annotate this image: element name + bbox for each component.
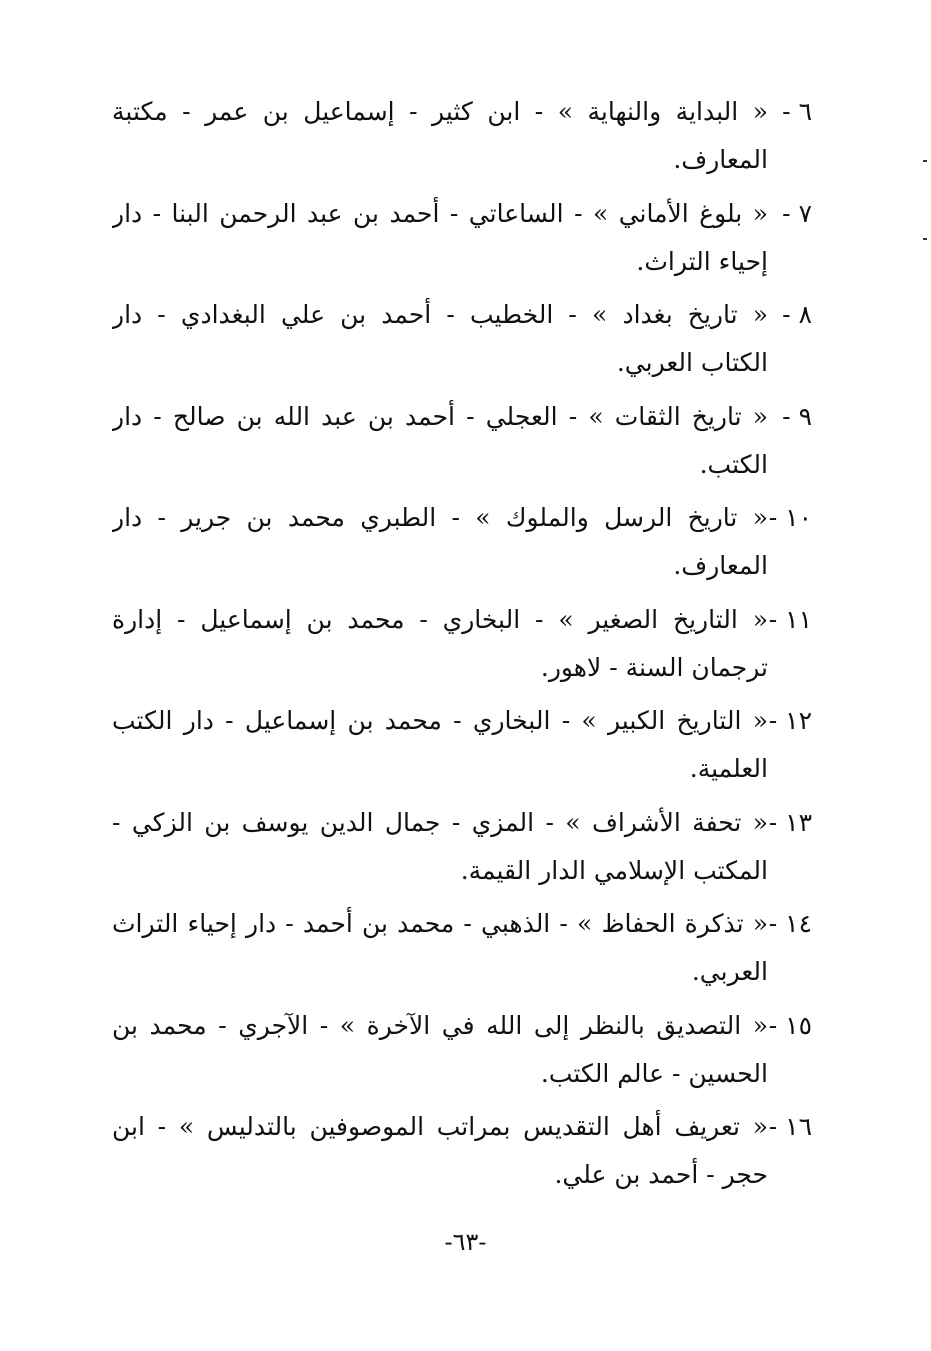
entry-line-2: المعارف. (673, 145, 768, 174)
bibliography-entry (112, 494, 812, 596)
entry-text (112, 596, 768, 692)
entry-line-2: الكتب. (699, 449, 768, 479)
bibliography-entry (112, 596, 812, 698)
margin-mark (923, 238, 927, 240)
entry-number: ١١ - (768, 604, 812, 634)
entry-line-2: إحياء التراث. (636, 246, 768, 276)
entry-line-2: العلمية. (689, 754, 768, 783)
bibliography-entry (112, 900, 812, 1002)
entry-line-2: الكتاب العربي. (616, 348, 768, 377)
entry-number: ١٢ - (768, 706, 812, 735)
entry-line-2: العربي. (691, 957, 768, 986)
entry-line-2: المعارف. (673, 551, 768, 580)
entry-text (112, 799, 768, 895)
entry-number: ٦ - (782, 97, 812, 126)
bibliography-entry (112, 393, 812, 495)
entry-number: ٩ - (782, 401, 812, 431)
entry-text (112, 291, 768, 387)
entry-line-1: « تذكرة الحفاظ » - الذهبي - محمد بن أحمد - دار إحياء التراث (112, 909, 768, 938)
entry-line-2: ترجمان السنة - لاهور. (540, 652, 768, 682)
entry-number: ١٦ - (768, 1112, 812, 1141)
entry-line-1: « تحفة الأشراف » - المزي - جمال الدين يوسف بن الزكي - (112, 807, 768, 837)
bibliography-list (112, 88, 812, 1205)
page-number: -٦٣- (444, 1228, 487, 1256)
entry-number: ٨ - (782, 300, 812, 329)
entry-number: ١٣ - (768, 807, 812, 837)
entry-line-1: « بلوغ الأماني » - الساعاتي - أحمد بن عبد الرحمن البنا - دار (112, 198, 768, 228)
entry-line-1: « التصديق بالنظر إلى الله في الآخرة » - الآجري - محمد بن (112, 1010, 768, 1040)
entry-line-1: « تعريف أهل التقديس بمراتب الموصوفين بالتدليس » - ابن (112, 1112, 768, 1141)
entry-line-1: « تاريخ بغداد » - الخطيب - أحمد بن علي البغدادي - دار (112, 300, 768, 329)
entry-text (112, 900, 768, 996)
entry-line-1: « البداية والنهاية » - ابن كثير - إسماعيل بن عمر - مكتبة (112, 97, 768, 126)
bibliography-entry (112, 697, 812, 799)
entry-line-1: « التاريخ الصغير » - البخاري - محمد بن إسماعيل - إدارة (112, 604, 768, 634)
bibliography-entry (112, 1103, 812, 1205)
bibliography-entry (112, 88, 812, 190)
entry-line-2: الحسين - عالم الكتب. (540, 1058, 768, 1088)
entry-line-2: حجر - أحمد بن علي. (554, 1160, 768, 1189)
entry-number: ٧ - (782, 198, 812, 228)
margin-mark (923, 160, 927, 162)
entry-text (112, 697, 768, 793)
entry-text (112, 190, 768, 286)
bibliography-entry (112, 799, 812, 901)
entry-line-1: « تاريخ الثقات » - العجلي - أحمد بن عبد الله بن صالح - دار (112, 401, 768, 431)
entry-number: ١٤ - (768, 909, 812, 938)
entry-line-1: « تاريخ الرسل والملوك » - الطبري محمد بن جرير - دار (112, 503, 768, 532)
bibliography-entry (112, 1002, 812, 1104)
bibliography-entry (112, 291, 812, 393)
entry-text (112, 1002, 768, 1098)
entry-line-1: « التاريخ الكبير » - البخاري - محمد بن إسماعيل - دار الكتب (112, 706, 768, 735)
entry-number: ١٠ - (768, 503, 812, 532)
entry-text (112, 88, 768, 184)
entry-number: ١٥ - (768, 1010, 812, 1040)
entry-text (112, 393, 768, 489)
entry-text (112, 494, 768, 590)
bibliography-entry (112, 190, 812, 292)
entry-line-2: المكتب الإسلامي الدار القيمة. (460, 855, 768, 885)
entry-text (112, 1103, 768, 1199)
